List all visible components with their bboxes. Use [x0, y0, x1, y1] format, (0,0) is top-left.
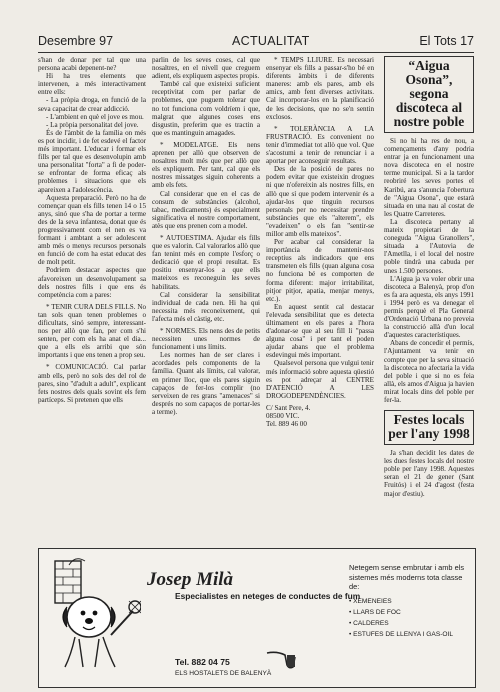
paragraph: Hi ha tres elements que intervenen, a més interactivament entre ells: — [38, 72, 146, 97]
headline-discoteca: “Aigua Osona”, segona discoteca al nostre poble — [393, 58, 465, 129]
ad-services — [349, 563, 469, 640]
paragraph: Cal considerar que en el cas de consum de substàncies (alcohol, tabac, medicaments) és especialment significativa el nostre comportament, atès que ens prenen com a model. — [152, 189, 260, 230]
paragraph: Per acabar cal considerar la importància de mantenir-nos receptius als indicadors que ens transmeten els fills (quan alguna cosa no funciona bé es comporten de forma diferent: major irritabilitat, pitjor pitjor, apatia, menjar menys, etc.). — [266, 238, 374, 303]
paragraph: És de l'àmbit de la família on més es pot incidir, i de fet esdevé el factor més important. L'educar i formar els fills per tal que es desenvolupin amb una personalitat "forta" a fi de poder-se enfrontar de forma eficaç als problemes i situacions que els apareixen a l'adolescència. — [38, 128, 146, 194]
paragraph: * TEMPS LLIURE. Es necessari ensenyar els fills a passar-s'ho bé en diferents àmbits i de diferents maneres: amb els pares, amb els amics, amb fent diverses activitats. Cal incorporar-los en la planificació de les decisions, que no se'n sentin exclosos. — [266, 56, 374, 121]
contact-city: 08500 VIC. — [266, 412, 300, 421]
sidebar-news-column — [384, 56, 474, 546]
issue-date: Desembre 97 — [38, 34, 114, 48]
contact-address: C/ Sant Pere, 4. — [266, 403, 311, 412]
article-column-1 — [38, 56, 146, 546]
paragraph: - La pròpia personalitat del jove. — [46, 120, 139, 129]
header-divider — [38, 52, 474, 53]
paragraph: * NORMES. Els nens des de petits necessiten unes normes de funcionament i uns límits. — [152, 327, 260, 352]
news-box-discoteca — [384, 56, 474, 133]
paragraph: * COMUNICACIÓ. Cal parlar amb ells, però no sols des del rol de pares, sino "d'adult a adult", explicant fets nostres dels quals sovint els fem partíceps. Si pretenen que ells — [38, 363, 146, 404]
headline-festes: Festes locals per l'any 1998 — [388, 412, 470, 442]
publication-page-number: El Tots 17 — [419, 34, 474, 48]
paragraph: s'han de donar per tal que una persona acabi depenent-ne? — [38, 56, 146, 73]
paragraph: També cal que existeixi suficient receptivitat com per parlar de problemes, que puguem tolerar que no tot funciona com voldríem i que, malgrat que algunes coses ens disgustin, preferim que es tractin a que es mantinguin amagades. — [152, 80, 260, 137]
smoking-pipe-icon — [265, 645, 297, 671]
page-header — [38, 34, 474, 52]
service-item: • CALDERES — [349, 618, 469, 629]
paragraph: parlin de les seves coses, cal que nosaltres, en el nivell que creguem adient, els expliquem aspectes propis. — [152, 56, 260, 81]
ad-intro: Netegem sense embrutar i amb els sistemes més moderns tota classe de: — [349, 563, 465, 592]
advertiser-name: Josep Milà — [147, 569, 234, 590]
paragraph: Ja s'han decidit les dates de les dues festes locals del nostre poble per l'any 1998. Aquestes seran el 21 de gener (Sant Fruitós) i el 24 d'agost (festa major d'estiu). — [384, 449, 474, 498]
service-list — [349, 596, 469, 640]
paragraph: * AUTOESTIMA. Ajudar els fills que es valorin. Cal valorarlos allò que fan tenint més en compte l'esforç o dedicació que el propi resultat. Es positiu ensenyar-los a que ells mateixos es reconeguin les seves habilitats. — [152, 233, 260, 291]
service-item: • ESTUFES DE LLENYA I GAS-OIL — [349, 629, 469, 640]
dog-chimney-illustration — [45, 555, 141, 673]
paragraph: Podríem destacar aspectes que afavoreixen un desenvolupament sa dels nostres fills i que ens és competència com a pares: — [38, 266, 146, 299]
section-title: ACTUALITAT — [232, 34, 310, 48]
paragraph: * TENIR CURA DELS FILLS. No tan sols quan tenen problemes o dificultats, sinó sempre, interessant-nos per allò que fan, per com s'hi senten, per com els ha anat el dia... que a ells els arribi que són importants i que ens tenen a prop seu. — [38, 302, 146, 360]
paragraph: - La pròpia droga, en funció de la seva capacitat de crear addicció. — [38, 96, 146, 113]
ad-phone: Tel. 882 04 75 — [175, 657, 230, 667]
service-item: • XEMENEIES — [349, 596, 469, 607]
ad-tagline: Especialistes en neteges de conductes de fum — [175, 591, 361, 601]
news-box-festes — [384, 410, 474, 445]
article-column-2 — [152, 56, 260, 546]
paragraph: L'Aigua ja va voler obrir una discoteca a Balenyà, prop d'on es fa ara aquesta, els anys 1991 i 1994 però es va denegar el permís perquè el Pla General d'Ordenació Urbana no preveia la construcció allà d'un local d'aquestes característiques. — [384, 274, 474, 340]
paragraph: Qualsevol persona que vulgui tenir més informació sobre aquesta qüestió es pot adreçar al CENTRE D'ATENCIÓ A LES DROGODEPENDÈNCIES. — [266, 359, 374, 400]
paragraph: Aquesta preparació. Però no ha de començar quan els fills tenen 14 o 15 anys, sinó que s'ha de portar a terme des de la seva infantesa, donat que és progressivament com el nen es va formant i ambtant a ser adolescent amb més o menys recursos personals en funció de com ha estat educat des de molt petit. — [38, 193, 146, 267]
service-item: • LLARS DE FOC — [349, 607, 469, 618]
paragraph: Cal considerar la sensibilitat individual de cada nen. Hi ha qui necessita més reconeixement, qui l'afecta més el càstig, etc. — [152, 290, 260, 323]
article-column-3 — [266, 56, 374, 546]
paragraph: Abans de concedir el permís, l'Ajuntament va tenir en compte que per la seva situació la discoteca no afectaria la vida del poble i que si no es feia allà, els amos d'Aigua ja havien mirat locals dins del poble per fer-la. — [384, 339, 474, 404]
paragraph: Les normes han de ser clares i acordades pels components de la família. Quant als límits, cal valorar, en primer lloc, que els pares siguin capaços de fer-los complir (no serveixen de res grans "amenaces" si després no som capaços de portar-les a terme). — [152, 351, 260, 416]
ad-address: ELS HOSTALETS DE BALENYÀ — [175, 670, 272, 677]
paragraph: - L'ambient en què el jove es mou. — [46, 112, 144, 121]
paragraph: * TOLERÀNCIA A LA FRUSTRACIÓ. Es convenient no tenir d'immediat tot allò que vol. Que s'acostumi a tenir de renunciar i a aportar per aconseguir resultats. — [266, 124, 374, 166]
paragraph: En aquest sentit cal destacar l'elevada sensibilitat que es detecta últimament en els pares a l'hora d'adonar-se que al seu fill li "passa alguna cosa" i per tant el poden ajudar abans que el problema esdevingui més important. — [266, 302, 374, 360]
paragraph: Des de la posició de pares no podem evitar que existeixin drogues ni que n'ofereixin als nostres fills, en allò que sí que podem intervenir és a ajudar-los que tinguin recursos personals per no necessitar prendre substàncies que els "alterem", els "evadeixen" o els fan "sentir-se millor amb ells mateixos". — [266, 165, 374, 238]
paragraph: * MODELATGE. Els nens aprenen per allò que observen de nosaltres molt més que per allò que els expliquem. Per tant, cal que els nostres missatges siguin coherents a amb els fets. — [152, 140, 260, 190]
advertisement-box — [38, 548, 476, 688]
paragraph: Si no hi ha res de nou, a començaments d'any podria entrar ja en funcionament una nova discoteca en el nostre terme municipal. Si a la tardor reobriré les seves portes el Karibú, ara s'anuncia l'obertura de "Aigua Osona", que estarà situada en una nau al costat de les Quatre Carreteres. — [384, 137, 474, 218]
contact-phone: Tel. 889 46 00 — [266, 420, 307, 429]
paragraph: La discoteca pertany al mateix propietari de la coneguda "Aigua Granollers", situada a l'Autovia de l'Ametlla, i el local del nostre poble tindrà una cabuda per unes 1.500 persones. — [384, 217, 474, 275]
